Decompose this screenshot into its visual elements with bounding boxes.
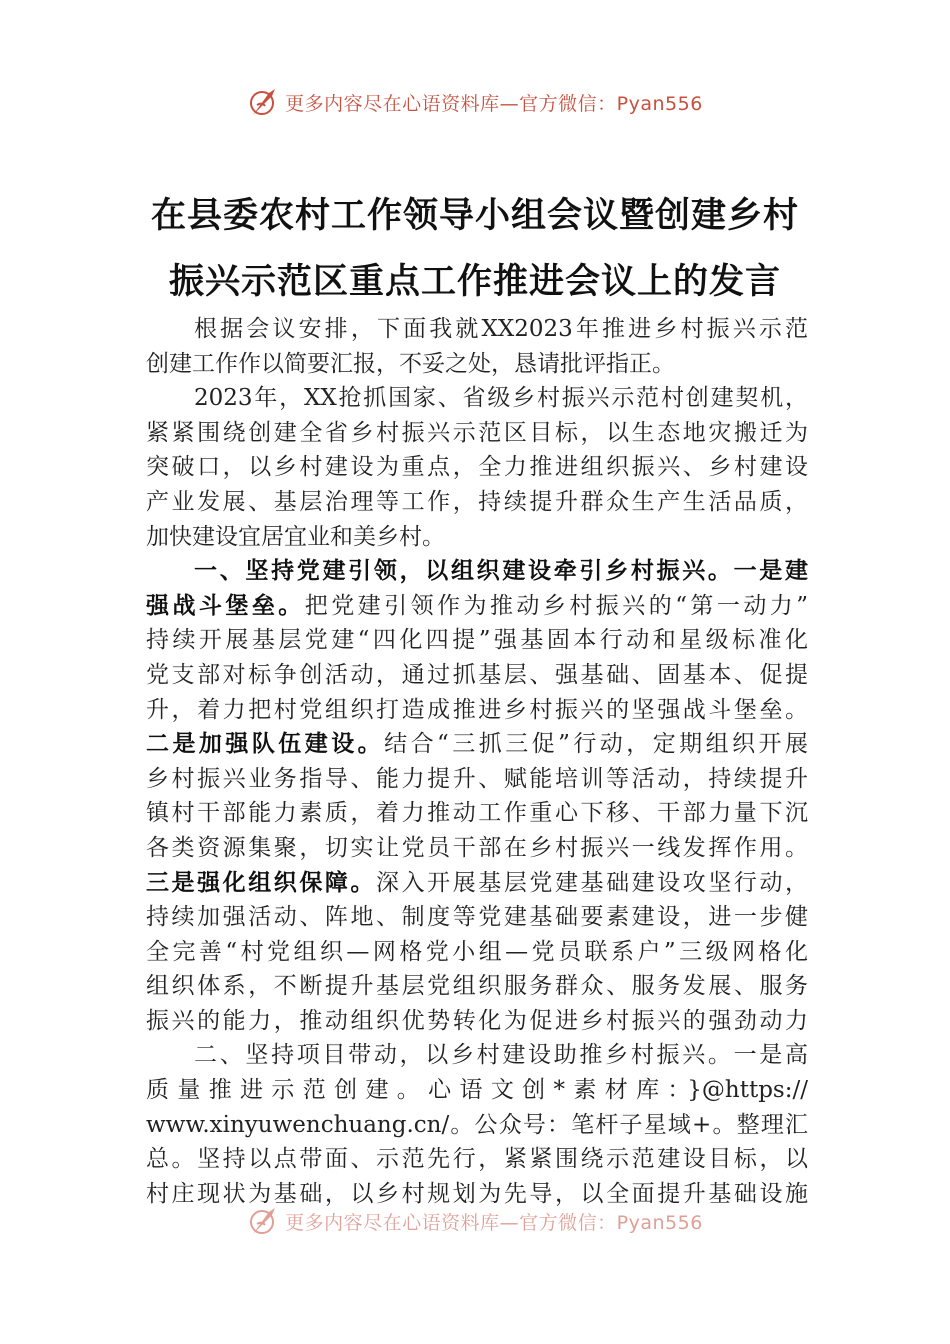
header-watermark	[0, 82, 950, 122]
body-line: www.xinyuwenchuang.cn/。公众号：笔杆子星域+。整理汇	[146, 1111, 808, 1138]
document-body	[146, 312, 808, 1211]
body-line: 持续加强活动、阵地、制度等党建基础要素建设，进一步健	[146, 904, 808, 931]
subheading: 强战斗堡垒。	[146, 591, 305, 619]
body-line	[146, 866, 808, 901]
section-heading-line: 一、坚持党建引领，以组织建设牵引乡村振兴。一是建	[194, 557, 808, 585]
body-line: 2023年，XX抢抓国家、省级乡村振兴示范村创建契机，	[194, 385, 808, 412]
body-line: 振兴的能力，推动组织优势转化为促进乡村振兴的强劲动力	[146, 1007, 808, 1034]
body-text: 结合“三抓三促”行动，定期组织开展	[384, 731, 808, 758]
body-line: 创建工作作以简要汇报，不妥之处，恳请批评指正。	[146, 350, 675, 377]
body-line: 加快建设宜居宜业和美乡村。	[146, 523, 445, 550]
body-line: 镇村干部能力素质，着力推动工作重心下移、干部力量下沉	[146, 800, 808, 827]
body-line: 总。坚持以点带面、示范先行，紧紧围绕示范建设目标，以	[146, 1146, 808, 1173]
quill-logo-icon	[247, 1204, 281, 1238]
body-line: 突破口，以乡村建设为重点，全力推进组织振兴、乡村建设	[146, 454, 808, 481]
body-line: 质量推进示范创建。心语文创*素材库：}@https://	[146, 1077, 808, 1104]
body-line: 各类资源集聚，切实让党员干部在乡村振兴一线发挥作用。	[146, 834, 808, 861]
watermark-text: 更多内容尽在心语资料库—官方微信：Pyan556	[285, 1211, 703, 1234]
body-line: 产业发展、基层治理等工作，持续提升群众生产生活品质，	[146, 488, 808, 515]
body-line: 党支部对标争创活动，通过抓基层、强基础、固基本、促提	[146, 661, 808, 688]
body-line: 组织体系，不断提升基层党组织服务群众、服务发展、服务	[146, 973, 808, 1000]
body-line	[146, 589, 808, 624]
body-line: 村庄现状为基础，以乡村规划为先导，以全面提升基础设施	[146, 1180, 808, 1207]
body-line: 紧紧围绕创建全省乡村振兴示范区目标，以生态地灾搬迁为	[146, 419, 808, 446]
body-line: 全完善“村党组织—网格党小组—党员联系户”三级网格化	[146, 938, 808, 965]
document-title-line-1: 在县委农村工作领导小组会议暨创建乡村	[150, 195, 799, 236]
body-line: 持续开展基层党建“四化四提”强基固本行动和星级标准化	[146, 627, 808, 654]
body-line: 乡村振兴业务指导、能力提升、赋能培训等活动，持续提升	[146, 765, 808, 792]
body-line: 二、坚持项目带动，以乡村建设助推乡村振兴。一是高	[194, 1042, 808, 1069]
watermark-text: 更多内容尽在心语资料库—官方微信：Pyan556	[285, 92, 703, 115]
body-line	[146, 727, 808, 762]
body-line: 根据会议安排，下面我就XX2023年推进乡村振兴示范	[194, 316, 808, 342]
body-text: 把党建引领作为推动乡村振兴的“第一动力”	[304, 592, 808, 619]
body-line: 升，着力把村党组织打造成推进乡村振兴的坚强战斗堡垒。	[146, 696, 808, 723]
document-title-line-2: 振兴示范区重点工作推进会议上的发言	[168, 261, 781, 302]
body-text: 深入开展基层党建基础建设攻坚行动，	[376, 869, 808, 896]
footer-watermark	[0, 1204, 950, 1238]
quill-logo-icon	[247, 85, 281, 119]
subheading: 二是加强队伍建设。	[146, 730, 385, 758]
subheading: 三是强化组织保障。	[146, 868, 377, 896]
